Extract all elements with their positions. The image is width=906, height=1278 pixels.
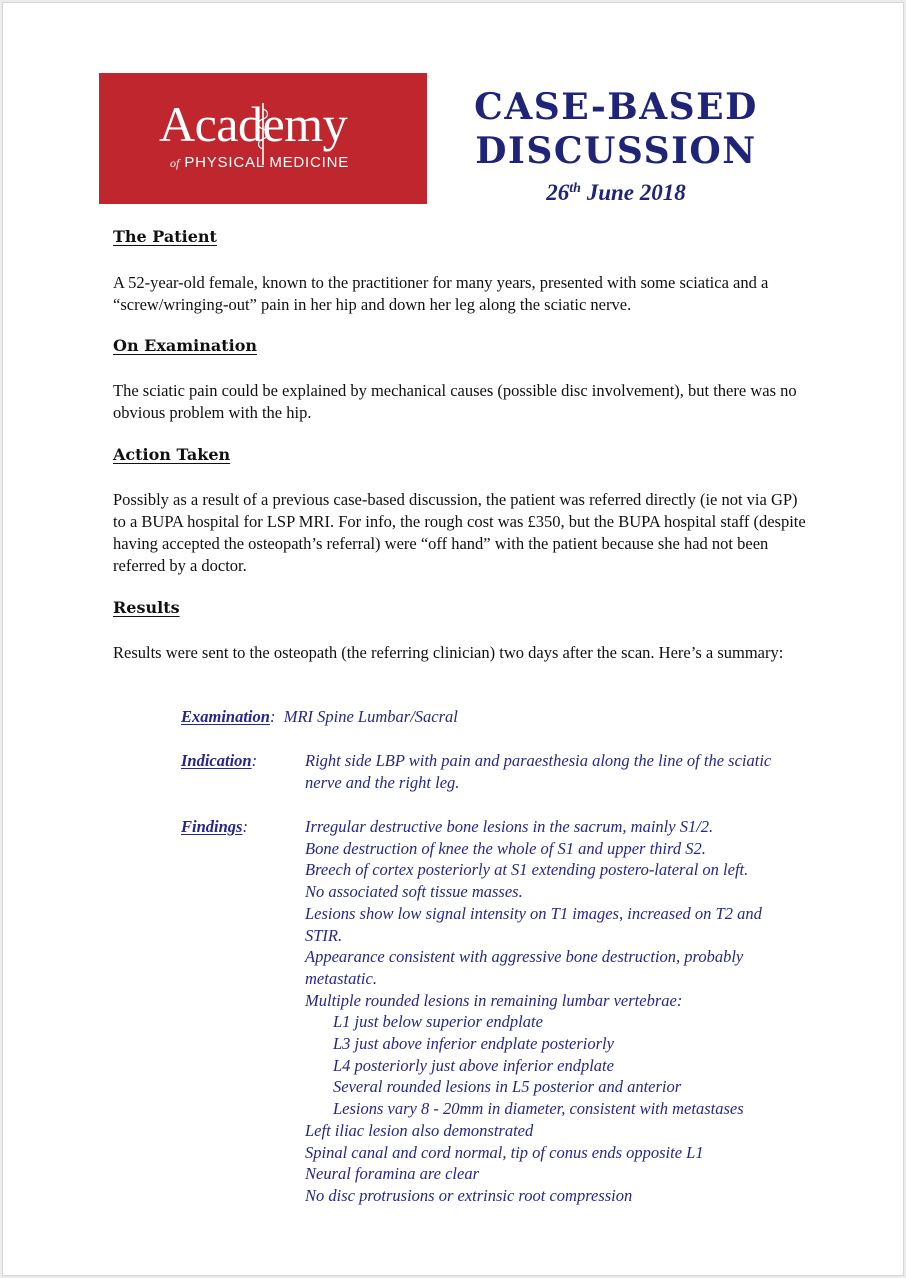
finding-line: metastatic. <box>305 968 377 988</box>
action-paragraph: Possibly as a result of a previous case-based discussion, the patient was referred directly (ie not via GP) to a BUPA hospital for LSP MRI. For info, the rough cost was £350, but the BUPA hospital staff (despite having accepted the osteopath’s referral) were “off hand” with the patient because she had not been referred by a doctor. <box>113 490 806 575</box>
finding-line: Neural foramina are clear <box>305 1164 479 1184</box>
academy-logo <box>99 73 427 204</box>
results-paragraph: Results were sent to the osteopath (the referring clinician) two days after the scan. Here’s a summary: <box>113 643 784 662</box>
title-line-1: CASE-BASED <box>474 86 758 128</box>
finding-line-indented: Lesions vary 8 - 20mm in diameter, consistent with metastases <box>333 1099 744 1119</box>
patient-paragraph: A 52-year-old female, known to the practitioner for many years, presented with some sciatica and a “screw/wringing-out” pain in her hip and down her leg along the sciatic nerve. <box>113 273 769 314</box>
finding-line: Multiple rounded lesions in remaining lumbar vertebrae: <box>305 990 683 1010</box>
findings-list <box>305 816 785 1207</box>
finding-line-indented: Several rounded lesions in L5 posterior and anterior <box>333 1077 682 1097</box>
logo-wordmark: Academy <box>159 96 348 152</box>
heading-the-patient: The Patient <box>113 227 217 246</box>
document-date: 26th June 2018 <box>546 180 686 205</box>
findings-label: Findings <box>181 817 243 836</box>
finding-line: STIR. <box>305 925 343 945</box>
heading-results: Results <box>113 598 180 617</box>
finding-line-indented: L4 posteriorly just above inferior endplate <box>333 1055 614 1075</box>
indication-label: Indication <box>181 751 252 770</box>
indication-label-wrap: Indication: <box>181 751 258 770</box>
findings-label-wrap: Findings: <box>181 817 248 836</box>
finding-line: Spinal canal and cord normal, tip of conus ends opposite L1 <box>305 1142 704 1162</box>
finding-line: Breech of cortex posteriorly at S1 extending postero-lateral on left. <box>305 860 749 880</box>
finding-line: Irregular destructive bone lesions in the sacrum, mainly S1/2. <box>305 817 714 836</box>
finding-line: No disc protrusions or extrinsic root compression <box>305 1185 633 1205</box>
document-page <box>2 2 904 1276</box>
document-title <box>443 85 789 173</box>
finding-line-indented: L1 just below superior endplate <box>333 1012 543 1032</box>
finding-line: No associated soft tissue masses. <box>305 882 523 902</box>
examination-value: MRI Spine Lumbar/Sacral <box>283 707 458 726</box>
logo-subtitle: of PHYSICAL MEDICINE <box>170 154 350 171</box>
indication-line: Right side LBP with pain and paraesthesia along the line of the sciatic <box>305 751 772 770</box>
finding-line: Lesions show low signal intensity on T1 images, increased on T2 and <box>305 903 762 923</box>
indication-line: nerve and the right leg. <box>305 772 460 792</box>
finding-line-indented: L3 just above inferior endplate posteriorly <box>333 1034 614 1054</box>
finding-line: Appearance consistent with aggressive bone destruction, probably <box>305 947 744 967</box>
title-line-2: DISCUSSION <box>475 130 757 172</box>
finding-line: Left iliac lesion also demonstrated <box>305 1120 534 1140</box>
indication-value <box>305 750 785 793</box>
examination-paragraph: The sciatic pain could be explained by mechanical causes (possible disc involvement), but there was no obvious problem with the hip. <box>113 381 797 422</box>
heading-action-taken: Action Taken <box>113 445 231 464</box>
heading-on-examination: On Examination <box>113 336 258 355</box>
examination-row: Examination: MRI Spine Lumbar/Sacral <box>181 707 458 726</box>
finding-line: Bone destruction of knee the whole of S1 and upper third S2. <box>305 838 706 858</box>
examination-label: Examination <box>181 707 270 726</box>
